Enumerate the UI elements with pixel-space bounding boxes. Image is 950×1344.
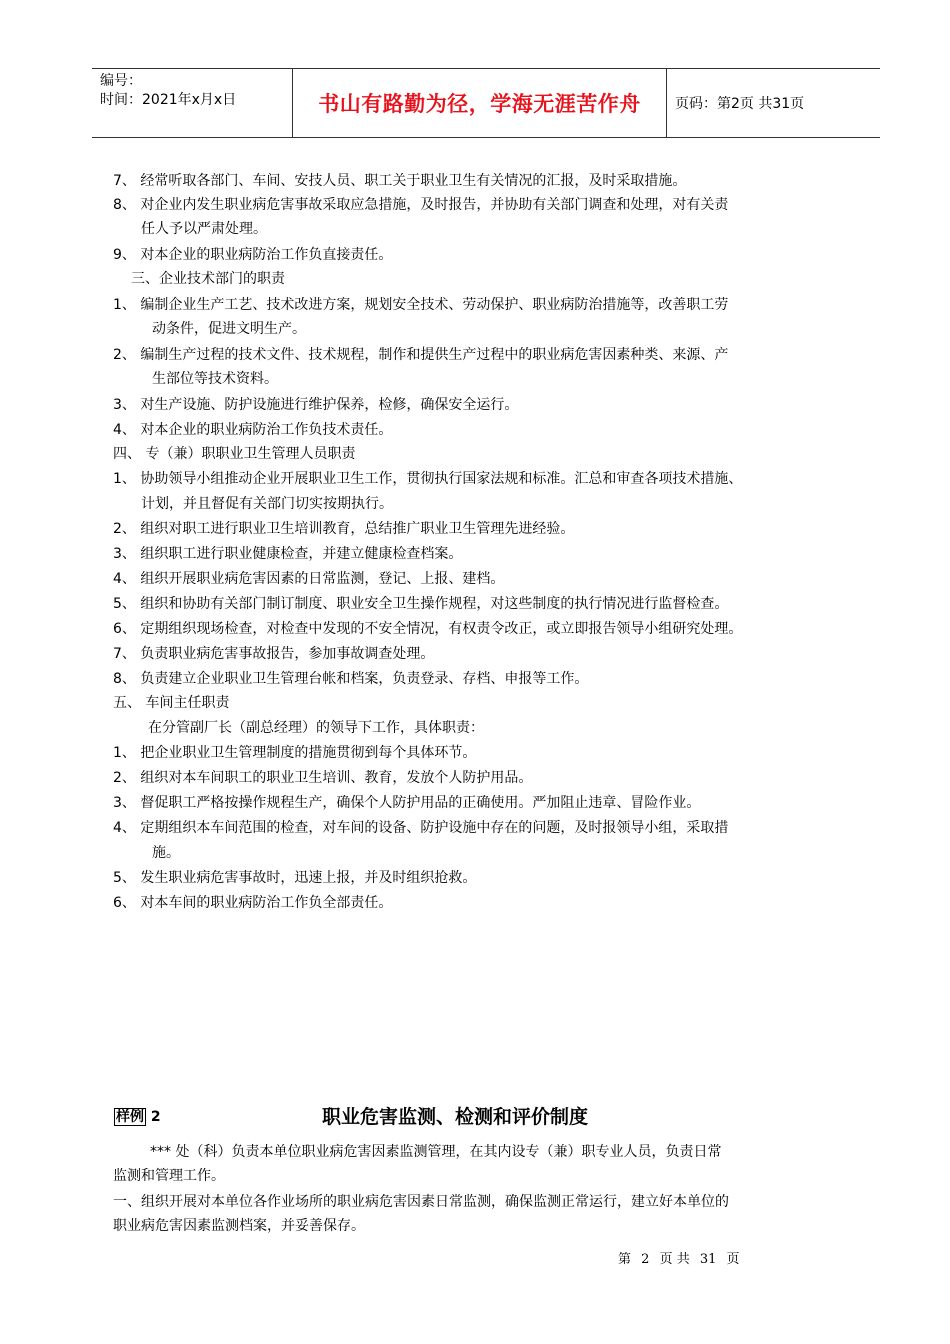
- footer-mid: 页 共: [659, 1252, 690, 1267]
- body-line: 动条件，促进文明生产。: [152, 321, 306, 337]
- body-line: 4、 定期组织本车间范围的检查，对车间的设备、防护设施中存在的问题，及时报领导小组，采取措: [113, 820, 729, 836]
- body-line: 2、 编制生产过程的技术文件、技术规程，制作和提供生产过程中的职业病危害因素种类、来源、产: [113, 347, 729, 363]
- body-line: 3、 对生产设施、防护设施进行维护保养，检修，确保安全运行。: [113, 397, 519, 413]
- footer-page: 2: [641, 1252, 650, 1267]
- body-line: 5、 发生职业病危害事故时，迅速上报，并及时组织抢救。: [113, 870, 477, 886]
- body-line: 1、 编制企业生产工艺、技术改进方案，规划安全技术、劳动保护、职业病防治措施等，改善职工劳: [113, 297, 729, 313]
- body-line: 7、 经常听取各部门、车间、安技人员、职工关于职业卫生有关情况的汇报，及时采取措施。: [113, 173, 687, 189]
- body-line: 5、 组织和协助有关部门制订制度、职业安全卫生操作规程，对这些制度的执行情况进行监督检查。: [113, 596, 729, 612]
- body-line: 2、 组织对本车间职工的职业卫生培训、教育，发放个人防护用品。: [113, 770, 533, 786]
- body-line: 计划，并且督促有关部门切实按期执行。: [141, 496, 393, 512]
- body-line: 8、 对企业内发生职业病危害事故采取应急措施，及时报告，并协助有关部门调查和处理，对有关责: [113, 197, 729, 213]
- section-line: 监测和管理工作。: [113, 1168, 225, 1184]
- header-page-info: [667, 69, 880, 137]
- section-line: *** 处（科）负责本单位职业病危害因素监测管理，在其内设专（兼）职专业人员，负责日常: [150, 1144, 722, 1160]
- number-label: 编号：: [100, 73, 142, 89]
- body-line: 生部位等技术资料。: [152, 371, 278, 387]
- section-heading: 三、企业技术部门的职责: [131, 271, 285, 287]
- header-meta: [92, 69, 293, 137]
- page-footer: [618, 1248, 746, 1267]
- body-line: 3、 组织职工进行职业健康检查，并建立健康检查档案。: [113, 546, 463, 562]
- header-motto-cell: [293, 69, 667, 137]
- body-line: 4、 对本企业的职业病防治工作负技术责任。: [113, 422, 393, 438]
- body-line: 1、 协助领导小组推动企业开展职业卫生工作，贯彻执行国家法规和标准。汇总和审查各项技术措施、: [113, 471, 743, 487]
- sample-label: 样例: [116, 1109, 144, 1125]
- body-line: 9、 对本企业的职业病防治工作负直接责任。: [113, 247, 393, 263]
- footer-suffix: 页: [726, 1252, 740, 1267]
- motto: 书山有路勤为径，学海无涯苦作舟: [318, 92, 641, 116]
- body-line: 4、 组织开展职业病危害因素的日常监测，登记、上报、建档。: [113, 571, 505, 587]
- sample-tag: [114, 1106, 161, 1126]
- footer-prefix: 第: [618, 1252, 632, 1267]
- body-line: 在分管副厂长（副总经理）的领导下工作，具体职责：: [148, 720, 484, 736]
- sample-number: 2: [150, 1109, 161, 1125]
- body-line: 2、 组织对职工进行职业卫生培训教育，总结推广职业卫生管理先进经验。: [113, 521, 575, 537]
- section-title: 职业危害监测、检测和评价制度: [322, 1106, 589, 1128]
- body-line: 6、 对本车间的职业病防治工作负全部责任。: [113, 895, 393, 911]
- body-line: 3、 督促职工严格按操作规程生产，确保个人防护用品的正确使用。严加阻止违章、冒险作业。: [113, 795, 701, 811]
- body-line: 8、 负责建立企业职业卫生管理台帐和档案，负责登录、存档、申报等工作。: [113, 671, 589, 687]
- section-line: 一、组织开展对本单位各作业场所的职业病危害因素日常监测，确保监测正常运行，建立好本单位的: [113, 1194, 729, 1210]
- body-line: 任人予以严肃处理。: [141, 221, 267, 237]
- footer-total: 31: [699, 1252, 717, 1267]
- section-heading: 五、 车间主任职责: [113, 695, 230, 711]
- time-label: 时间：2021年x月x日: [100, 92, 237, 108]
- page-header: [92, 68, 880, 138]
- body-line: 6、 定期组织现场检查，对检查中发现的不安全情况，有权责令改正，或立即报告领导小组研究处理。: [113, 621, 743, 637]
- body-line: 施。: [152, 845, 180, 861]
- page-info: 页码：第2页 共31页: [675, 96, 805, 112]
- section-heading: 四、 专（兼）职职业卫生管理人员职责: [113, 446, 356, 462]
- body-line: 1、 把企业职业卫生管理制度的措施贯彻到每个具体环节。: [113, 745, 477, 761]
- body-line: 7、 负责职业病危害事故报告，参加事故调查处理。: [113, 646, 435, 662]
- section-line: 职业病危害因素监测档案，并妥善保存。: [113, 1218, 365, 1234]
